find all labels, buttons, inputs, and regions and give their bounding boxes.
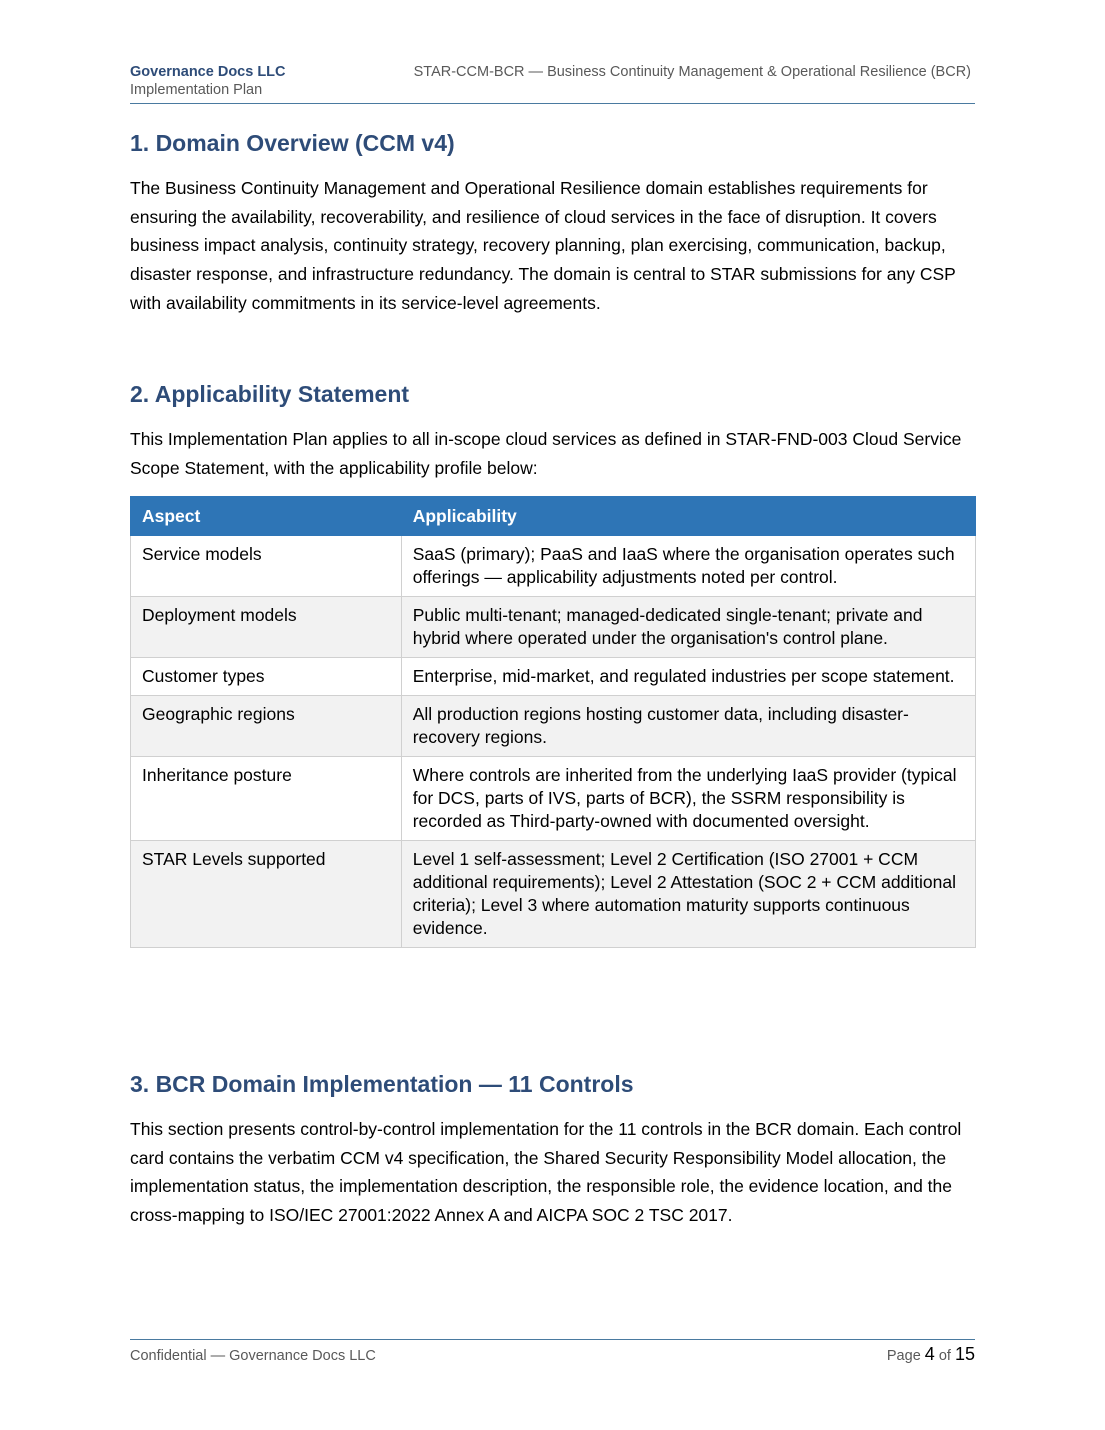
table-row xyxy=(131,658,976,696)
cell-applicability: Enterprise, mid-market, and regulated industries per scope statement. xyxy=(401,658,975,696)
column-header-applicability: Applicability xyxy=(401,497,975,536)
page-total: 15 xyxy=(954,1344,975,1364)
header-company: Governance Docs LLC xyxy=(130,64,286,80)
cell-aspect: Inheritance posture xyxy=(131,757,402,841)
cell-aspect: Geographic regions xyxy=(131,696,402,757)
page-number xyxy=(887,1344,975,1365)
table-row xyxy=(131,841,976,948)
cell-aspect: Customer types xyxy=(131,658,402,696)
cell-aspect: Service models xyxy=(131,536,402,597)
table-row xyxy=(131,536,976,597)
cell-applicability: SaaS (primary); PaaS and IaaS where the organisation operates such offerings — applicability adjustments noted per control. xyxy=(401,536,975,597)
page-current: 4 xyxy=(924,1344,935,1364)
footer-confidential: Confidential — Governance Docs LLC xyxy=(130,1348,376,1364)
section-2-body: This Implementation Plan applies to all in-scope cloud services as defined in STAR-FND-003 Cloud Service Scope Statement, with the applicability profile below: xyxy=(130,429,962,478)
page-header xyxy=(130,64,975,104)
table-row xyxy=(131,597,976,658)
cell-aspect: Deployment models xyxy=(131,597,402,658)
cell-applicability: Level 1 self-assessment; Level 2 Certification (ISO 27001 + CCM additional requirements); Level 2 Attestation (SOC 2 + CCM additional criteria); Level 3 where automation maturity supports continuous evidence. xyxy=(401,841,975,948)
table-row xyxy=(131,696,976,757)
applicability-table xyxy=(130,496,976,948)
page-footer xyxy=(130,1339,975,1364)
section-3-title: 3. BCR Domain Implementation — 11 Controls xyxy=(130,1071,634,1097)
section-2-title: 2. Applicability Statement xyxy=(130,381,410,407)
section-3-body: This section presents control-by-control implementation for the 11 controls in the BCR domain. Each control card contains the verbatim CCM v4 specification, the Shared Security Responsibility Model allocation, the implementation status, the implementation description, the responsible role, the evidence location, and the cross-mapping to ISO/IEC 27001:2022 Annex A and AICPA SOC 2 TSC 2017. xyxy=(130,1119,962,1226)
column-header-aspect: Aspect xyxy=(131,497,402,536)
cell-applicability: Public multi-tenant; managed-dedicated single-tenant; private and hybrid where operated under the organisation's control plane. xyxy=(401,597,975,658)
cell-applicability: All production regions hosting customer data, including disaster-recovery regions. xyxy=(401,696,975,757)
header-document-reference: STAR-CCM-BCR — Business Continuity Management & Operational Resilience (BCR) xyxy=(413,64,971,80)
page-label: Page xyxy=(886,1348,921,1364)
header-subtitle: Implementation Plan xyxy=(130,82,263,98)
section-1-title: 1. Domain Overview (CCM v4) xyxy=(130,130,455,156)
section-1-body: The Business Continuity Management and Operational Resilience domain establishes requirements for ensuring the availability, recoverability, and resilience of cloud services in the face of disruption. It covers business impact analysis, continuity strategy, recovery planning, plan exercising, communication, backup, disaster response, and infrastructure redundancy. The domain is central to STAR submissions for any CSP with availability commitments in its service-level agreements. xyxy=(130,178,956,313)
cell-applicability: Where controls are inherited from the underlying IaaS provider (typical for DCS, parts of IVS, parts of BCR), the SSRM responsibility is recorded as Third-party-owned with documented oversight. xyxy=(401,757,975,841)
table-header-row xyxy=(131,497,976,536)
table-row xyxy=(131,757,976,841)
page-of-label: of xyxy=(938,1348,951,1364)
cell-aspect: STAR Levels supported xyxy=(131,841,402,948)
